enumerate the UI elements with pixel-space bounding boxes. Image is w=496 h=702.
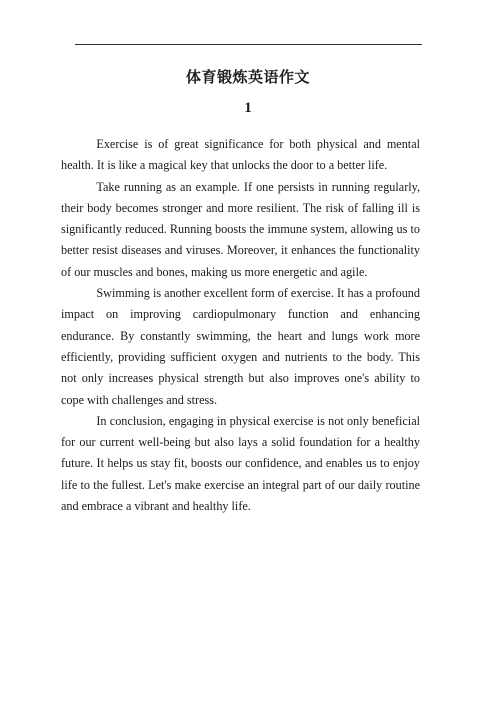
section-number: 1 bbox=[244, 100, 252, 116]
paragraph: Swimming is another excellent form of exercise. It has a profound impact on improving cardiopulmonary function and enhancing endurance. By constantly swimming, the heart and lungs work more efficiently, providing sufficient oxygen and nutrients to the body. This not only increases physical strength but also improves one's ability to cope with challenges and stress. bbox=[61, 286, 420, 407]
document-title: 体育锻炼英语作文 bbox=[185, 68, 310, 86]
paragraph: In conclusion, engaging in physical exercise is not only beneficial for our current well-being but also lays a solid foundation for a healthy future. It helps us stay fit, boosts our confidence, and enables us to enjoy life to the fullest. Let's make exercise an integral part of our daily routine and embrace a vibrant and healthy life. bbox=[61, 413, 420, 514]
essay-body bbox=[61, 134, 420, 517]
paragraph: Take running as an example. If one persists in running regularly, their body becomes stronger and more resilient. The risk of falling ill is significantly reduced. Running boosts the immune system, allowing us to better resist diseases and viruses. Moreover, it enhances the functionality of our muscles and bones, making us more energetic and agile. bbox=[61, 179, 420, 279]
header-rule bbox=[75, 44, 422, 45]
paragraph: Exercise is of great significance for both physical and mental health. It is like a magical key that unlocks the door to a better life. bbox=[61, 137, 420, 173]
